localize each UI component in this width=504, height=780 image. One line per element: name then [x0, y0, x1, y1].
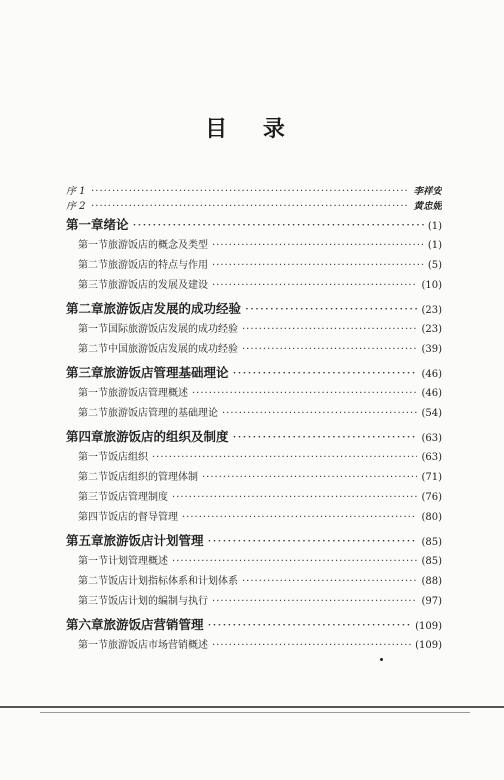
toc-entry-page: (109) [415, 640, 442, 651]
toc-entry-label: 第二节 [78, 408, 108, 419]
toc-entry-title: 旅游饭店的组织及制度 [103, 429, 229, 444]
toc-leader-dots [208, 533, 418, 548]
toc-entry-title: 旅游饭店管理基础理论 [103, 365, 229, 380]
toc-leader-dots [212, 280, 417, 291]
toc-leader-dots [91, 201, 409, 212]
toc-entry-title: 饭店组织的管理体制 [108, 472, 198, 483]
toc-entry-label: 第三节 [78, 492, 108, 503]
toc-leader-dots [208, 617, 412, 632]
toc-entry-title: 中国旅游饭店发展的成功经验 [108, 344, 238, 355]
toc-preface-row [66, 197, 442, 212]
toc-entry-page: (39) [421, 344, 442, 355]
toc-leader-dots [91, 186, 409, 197]
toc-section-row [66, 256, 442, 276]
toc-entry-label: 第三节 [78, 596, 108, 607]
toc-section-row [66, 404, 442, 424]
toc-entry-title: 饭店的督导管理 [108, 512, 178, 523]
toc-chapter-row [66, 612, 442, 636]
toc-entry-page: (85) [421, 556, 442, 567]
toc-entry-label: 第一节 [78, 556, 108, 567]
toc-chapter-row [66, 296, 442, 320]
toc-entry-label: 第一章 [66, 217, 104, 232]
toc-leader-dots [233, 365, 418, 380]
toc-leader-dots [172, 556, 417, 567]
toc-leader-dots [212, 260, 424, 271]
toc-section-row [66, 488, 442, 508]
toc-leader-dots [182, 512, 417, 523]
toc-entry-title: 旅游饭店管理概述 [108, 388, 188, 399]
toc-chapter-row [66, 212, 442, 236]
toc-entry-title: 饭店管理制度 [108, 492, 168, 503]
toc-section-row [66, 448, 442, 468]
toc-entry-label: 第六章 [66, 617, 104, 632]
toc-entry-label: 第二节 [78, 576, 108, 587]
toc-entry-title: 旅游饭店管理的基础理论 [108, 408, 218, 419]
toc-entry-label: 第一节 [78, 388, 108, 399]
toc-entry-page: (54) [421, 408, 442, 419]
toc-chapter-row [66, 424, 442, 448]
toc-entry-label: 序 1 [66, 186, 86, 197]
page-title: 目 录 [205, 116, 299, 142]
toc-entry-page: (10) [421, 280, 442, 291]
toc-entry-label: 第三节 [78, 280, 108, 291]
toc-entry-page: (23) [421, 305, 442, 316]
toc-entry-label: 第一节 [78, 452, 108, 463]
toc-entry-label: 第二节 [78, 344, 108, 355]
toc-entry-page: (23) [421, 324, 442, 335]
toc-entry-page: (80) [421, 512, 442, 523]
toc-entry-page: (76) [421, 492, 442, 503]
toc-leader-dots [212, 240, 424, 251]
toc-leader-dots [242, 576, 417, 587]
toc-entry-title: 旅游饭店发展的成功经验 [103, 301, 242, 316]
toc-entry-label: 第一节 [78, 240, 108, 251]
toc-section-row [66, 384, 442, 404]
toc-leader-dots [152, 452, 417, 463]
toc-entry-title: 饭店计划指标体系和计划体系 [108, 576, 238, 587]
toc-entry-page: (1) [427, 221, 442, 232]
toc-leader-dots [202, 472, 417, 483]
toc-section-row [66, 468, 442, 488]
toc-section-row [66, 636, 442, 656]
toc-entry-page: (63) [421, 433, 442, 444]
toc-section-row [66, 552, 442, 572]
toc-chapter-row [66, 360, 442, 384]
toc-entry-page: (71) [421, 472, 442, 483]
toc-leader-dots [245, 301, 417, 316]
toc-leader-dots [242, 324, 417, 335]
toc-section-row [66, 340, 442, 360]
toc-entry-page: (109) [415, 621, 442, 632]
toc-entry-label: 第二节 [78, 260, 108, 271]
toc-preface-row [66, 182, 442, 197]
toc-section-row [66, 320, 442, 340]
toc-entry-page: (63) [421, 452, 442, 463]
toc-entry-label: 第五章 [66, 533, 104, 548]
toc-entry-title: 旅游饭店的发展及建设 [108, 280, 208, 291]
toc-leader-dots [242, 344, 417, 355]
toc-entry-page: (85) [421, 537, 442, 548]
toc-entry-label: 第二节 [78, 472, 108, 483]
toc-entry-label: 第三章 [66, 365, 104, 380]
toc-entry-page: (97) [421, 596, 442, 607]
paper-speck [380, 658, 383, 661]
toc-entry-title: 旅游饭店市场营销概述 [108, 640, 208, 651]
toc-entry-title: 国际旅游饭店发展的成功经验 [108, 324, 238, 335]
table-of-contents [66, 182, 442, 656]
toc-entry-title: 饭店组织 [108, 452, 148, 463]
toc-entry-page: (5) [427, 260, 442, 271]
toc-entry-page: 黄忠妮 [413, 201, 442, 212]
toc-section-row [66, 508, 442, 528]
toc-entry-label: 第二章 [66, 301, 104, 316]
toc-leader-dots [212, 596, 417, 607]
toc-section-row [66, 592, 442, 612]
scan-edge-line-secondary [40, 712, 470, 713]
toc-leader-dots [133, 217, 424, 232]
toc-section-row [66, 572, 442, 592]
scan-edge-line [0, 706, 504, 708]
toc-section-row [66, 236, 442, 256]
toc-entry-label: 第四章 [66, 429, 104, 444]
toc-entry-page: 李祥安 [413, 186, 442, 197]
toc-entry-title: 旅游饭店营销管理 [103, 617, 204, 632]
toc-leader-dots [192, 388, 417, 399]
toc-leader-dots [222, 408, 417, 419]
toc-entry-title: 计划管理概述 [108, 556, 168, 567]
toc-chapter-row [66, 528, 442, 552]
toc-entry-page: (1) [427, 240, 442, 251]
toc-leader-dots [172, 492, 417, 503]
toc-entry-title: 绪论 [103, 217, 129, 232]
toc-entry-label: 第四节 [78, 512, 108, 523]
toc-entry-label: 序 2 [66, 201, 86, 212]
toc-leader-dots [212, 640, 411, 651]
toc-entry-page: (88) [421, 576, 442, 587]
toc-entry-page: (46) [421, 388, 442, 399]
toc-entry-title: 旅游饭店计划管理 [103, 533, 204, 548]
toc-entry-label: 第一节 [78, 324, 108, 335]
toc-entry-title: 旅游饭店的概念及类型 [108, 240, 208, 251]
toc-section-row [66, 276, 442, 296]
toc-entry-title: 旅游饭店的特点与作用 [108, 260, 208, 271]
toc-leader-dots [233, 429, 418, 444]
toc-entry-title: 饭店计划的编制与执行 [108, 596, 208, 607]
toc-entry-page: (46) [421, 369, 442, 380]
toc-entry-label: 第一节 [78, 640, 108, 651]
